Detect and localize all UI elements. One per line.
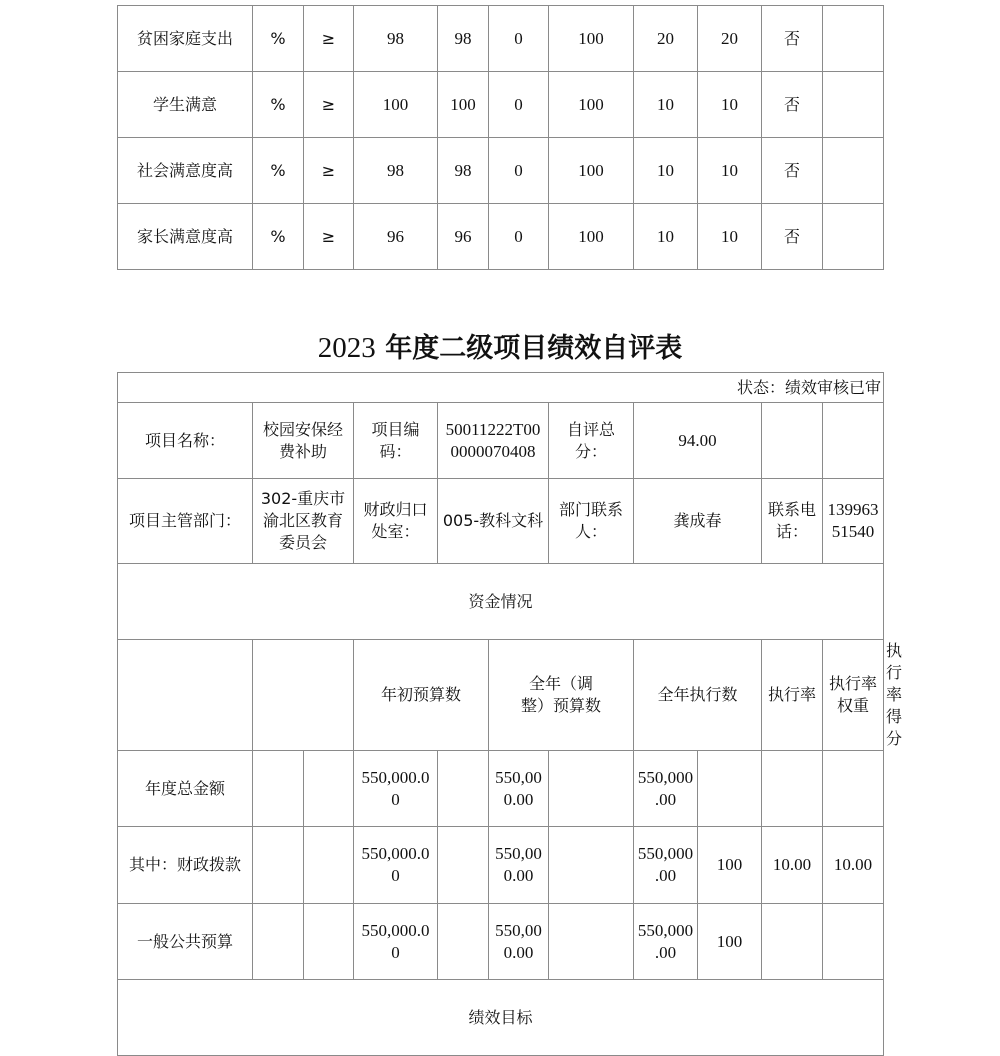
value-cell: 20 — [698, 6, 762, 72]
empty-cell — [823, 138, 884, 204]
operator-cell: ≥ — [304, 72, 354, 138]
indicator-name: 社会满意度高 — [118, 138, 253, 204]
initial-budget-cell: 550,000.0 0 — [354, 827, 438, 904]
empty-cell — [253, 904, 304, 980]
empty-cell — [438, 827, 489, 904]
fund-row-label: 年度总金额 — [118, 751, 253, 827]
adjusted-budget-cell: 550,00 0.00 — [489, 751, 549, 827]
executed-cell: 550,000 .00 — [634, 904, 698, 980]
value-cell: 96 — [438, 204, 489, 270]
indicator-table — [117, 5, 884, 270]
indicator-name: 家长满意度高 — [118, 204, 253, 270]
value-cell: 100 — [549, 6, 634, 72]
flag-cell: 否 — [762, 138, 823, 204]
empty-cell — [118, 640, 253, 751]
fund-header-row: 年初预算数 全年（调 整）预算数 全年执行数 执行率 执行率 权重 执行率 得分 — [118, 640, 884, 751]
fund-row — [118, 904, 884, 980]
evaluation-table — [117, 372, 903, 1056]
indicator-name: 学生满意 — [118, 72, 253, 138]
contact-value: 龚成春 — [634, 479, 762, 564]
value-cell: 100 — [549, 204, 634, 270]
rate-weight-cell: 10.00 — [762, 827, 823, 904]
department-row — [118, 479, 884, 564]
fund-row-label: 其中：财政拨款 — [118, 827, 253, 904]
self-score-value: 94.00 — [634, 403, 762, 479]
empty-cell — [253, 751, 304, 827]
value-cell: 98 — [438, 6, 489, 72]
flag-cell: 否 — [762, 6, 823, 72]
value-cell: 10 — [634, 138, 698, 204]
empty-cell — [549, 827, 634, 904]
rate-weight-header: 执行率 权重 — [823, 640, 884, 751]
operator-cell: ≥ — [304, 204, 354, 270]
empty-cell — [438, 904, 489, 980]
empty-cell — [253, 640, 354, 751]
empty-cell — [253, 827, 304, 904]
operator-cell: ≥ — [304, 138, 354, 204]
executed-cell: 550,000 .00 — [634, 827, 698, 904]
value-cell: 98 — [354, 138, 438, 204]
execution-rate-cell — [698, 751, 762, 827]
execution-rate-cell: 100 — [698, 827, 762, 904]
status-badge: 状态：绩效审核已审 — [118, 373, 884, 403]
value-cell: 10 — [634, 204, 698, 270]
unit-cell: % — [253, 138, 304, 204]
execution-rate-cell: 100 — [698, 904, 762, 980]
value-cell: 96 — [354, 204, 438, 270]
value-cell: 10 — [698, 72, 762, 138]
self-score-label: 自评总 分： — [549, 403, 634, 479]
value-cell: 100 — [354, 72, 438, 138]
finance-office-label: 财政归口 处室： — [354, 479, 438, 564]
rate-score-cell: 10.00 — [823, 827, 884, 904]
value-cell: 98 — [354, 6, 438, 72]
value-cell: 20 — [634, 6, 698, 72]
empty-cell — [762, 403, 823, 479]
value-cell: 0 — [489, 138, 549, 204]
unit-cell: % — [253, 204, 304, 270]
empty-cell — [438, 751, 489, 827]
empty-cell — [304, 904, 354, 980]
empty-cell — [823, 204, 884, 270]
empty-cell — [549, 904, 634, 980]
funds-section-row — [118, 564, 884, 640]
table-row — [118, 204, 884, 270]
title-year: 2023 — [317, 332, 376, 364]
empty-cell — [304, 751, 354, 827]
empty-cell — [304, 827, 354, 904]
indicator-name: 贫困家庭支出 — [118, 6, 253, 72]
initial-budget-header: 年初预算数 — [354, 640, 489, 751]
finance-office-value: 005-教科文科 — [438, 479, 549, 564]
value-cell: 10 — [698, 204, 762, 270]
empty-cell — [549, 751, 634, 827]
value-cell: 10 — [698, 138, 762, 204]
rate-weight-cell — [762, 904, 823, 980]
phone-value: 139963 51540 — [823, 479, 884, 564]
table-row — [118, 6, 884, 72]
goals-section-row — [118, 980, 884, 1056]
value-cell: 0 — [489, 72, 549, 138]
flag-cell: 否 — [762, 72, 823, 138]
value-cell: 98 — [438, 138, 489, 204]
project-name-value: 校园安保经 费补助 — [253, 403, 354, 479]
value-cell: 100 — [549, 72, 634, 138]
rate-score-cell — [823, 751, 884, 827]
project-code-value: 50011222T00 0000070408 — [438, 403, 549, 479]
empty-cell — [823, 72, 884, 138]
fund-row-label: 一般公共预算 — [118, 904, 253, 980]
fund-row — [118, 827, 884, 904]
unit-cell: % — [253, 6, 304, 72]
table-row — [118, 138, 884, 204]
adjusted-budget-cell: 550,00 0.00 — [489, 827, 549, 904]
table-row — [118, 72, 884, 138]
title-text: 年度二级项目绩效自评表 — [375, 333, 683, 364]
funds-section-title: 资金情况 — [118, 564, 884, 640]
department-label: 项目主管部门： — [118, 479, 253, 564]
adjusted-budget-cell: 550,00 0.00 — [489, 904, 549, 980]
adjusted-budget-header: 全年（调 整）预算数 — [489, 640, 634, 751]
execution-rate-header: 执行率 — [762, 640, 823, 751]
value-cell: 100 — [549, 138, 634, 204]
executed-header: 全年执行数 — [634, 640, 762, 751]
initial-budget-cell: 550,000.0 0 — [354, 904, 438, 980]
empty-cell — [823, 6, 884, 72]
page-title — [0, 326, 1000, 365]
value-cell: 0 — [489, 204, 549, 270]
goals-section-title: 绩效目标 — [118, 980, 884, 1056]
initial-budget-cell: 550,000.0 0 — [354, 751, 438, 827]
phone-label: 联系电 话： — [762, 479, 823, 564]
status-row — [118, 373, 884, 403]
project-name-label: 项目名称： — [118, 403, 253, 479]
fund-row — [118, 751, 884, 827]
value-cell: 10 — [634, 72, 698, 138]
empty-cell — [823, 403, 884, 479]
unit-cell: % — [253, 72, 304, 138]
operator-cell: ≥ — [304, 6, 354, 72]
rate-weight-cell — [762, 751, 823, 827]
flag-cell: 否 — [762, 204, 823, 270]
contact-label: 部门联系 人： — [549, 479, 634, 564]
executed-cell: 550,000 .00 — [634, 751, 698, 827]
project-row — [118, 403, 884, 479]
project-code-label: 项目编 码： — [354, 403, 438, 479]
department-value: 302-重庆市 渝北区教育 委员会 — [253, 479, 354, 564]
rate-score-cell — [823, 904, 884, 980]
value-cell: 0 — [489, 6, 549, 72]
value-cell: 100 — [438, 72, 489, 138]
